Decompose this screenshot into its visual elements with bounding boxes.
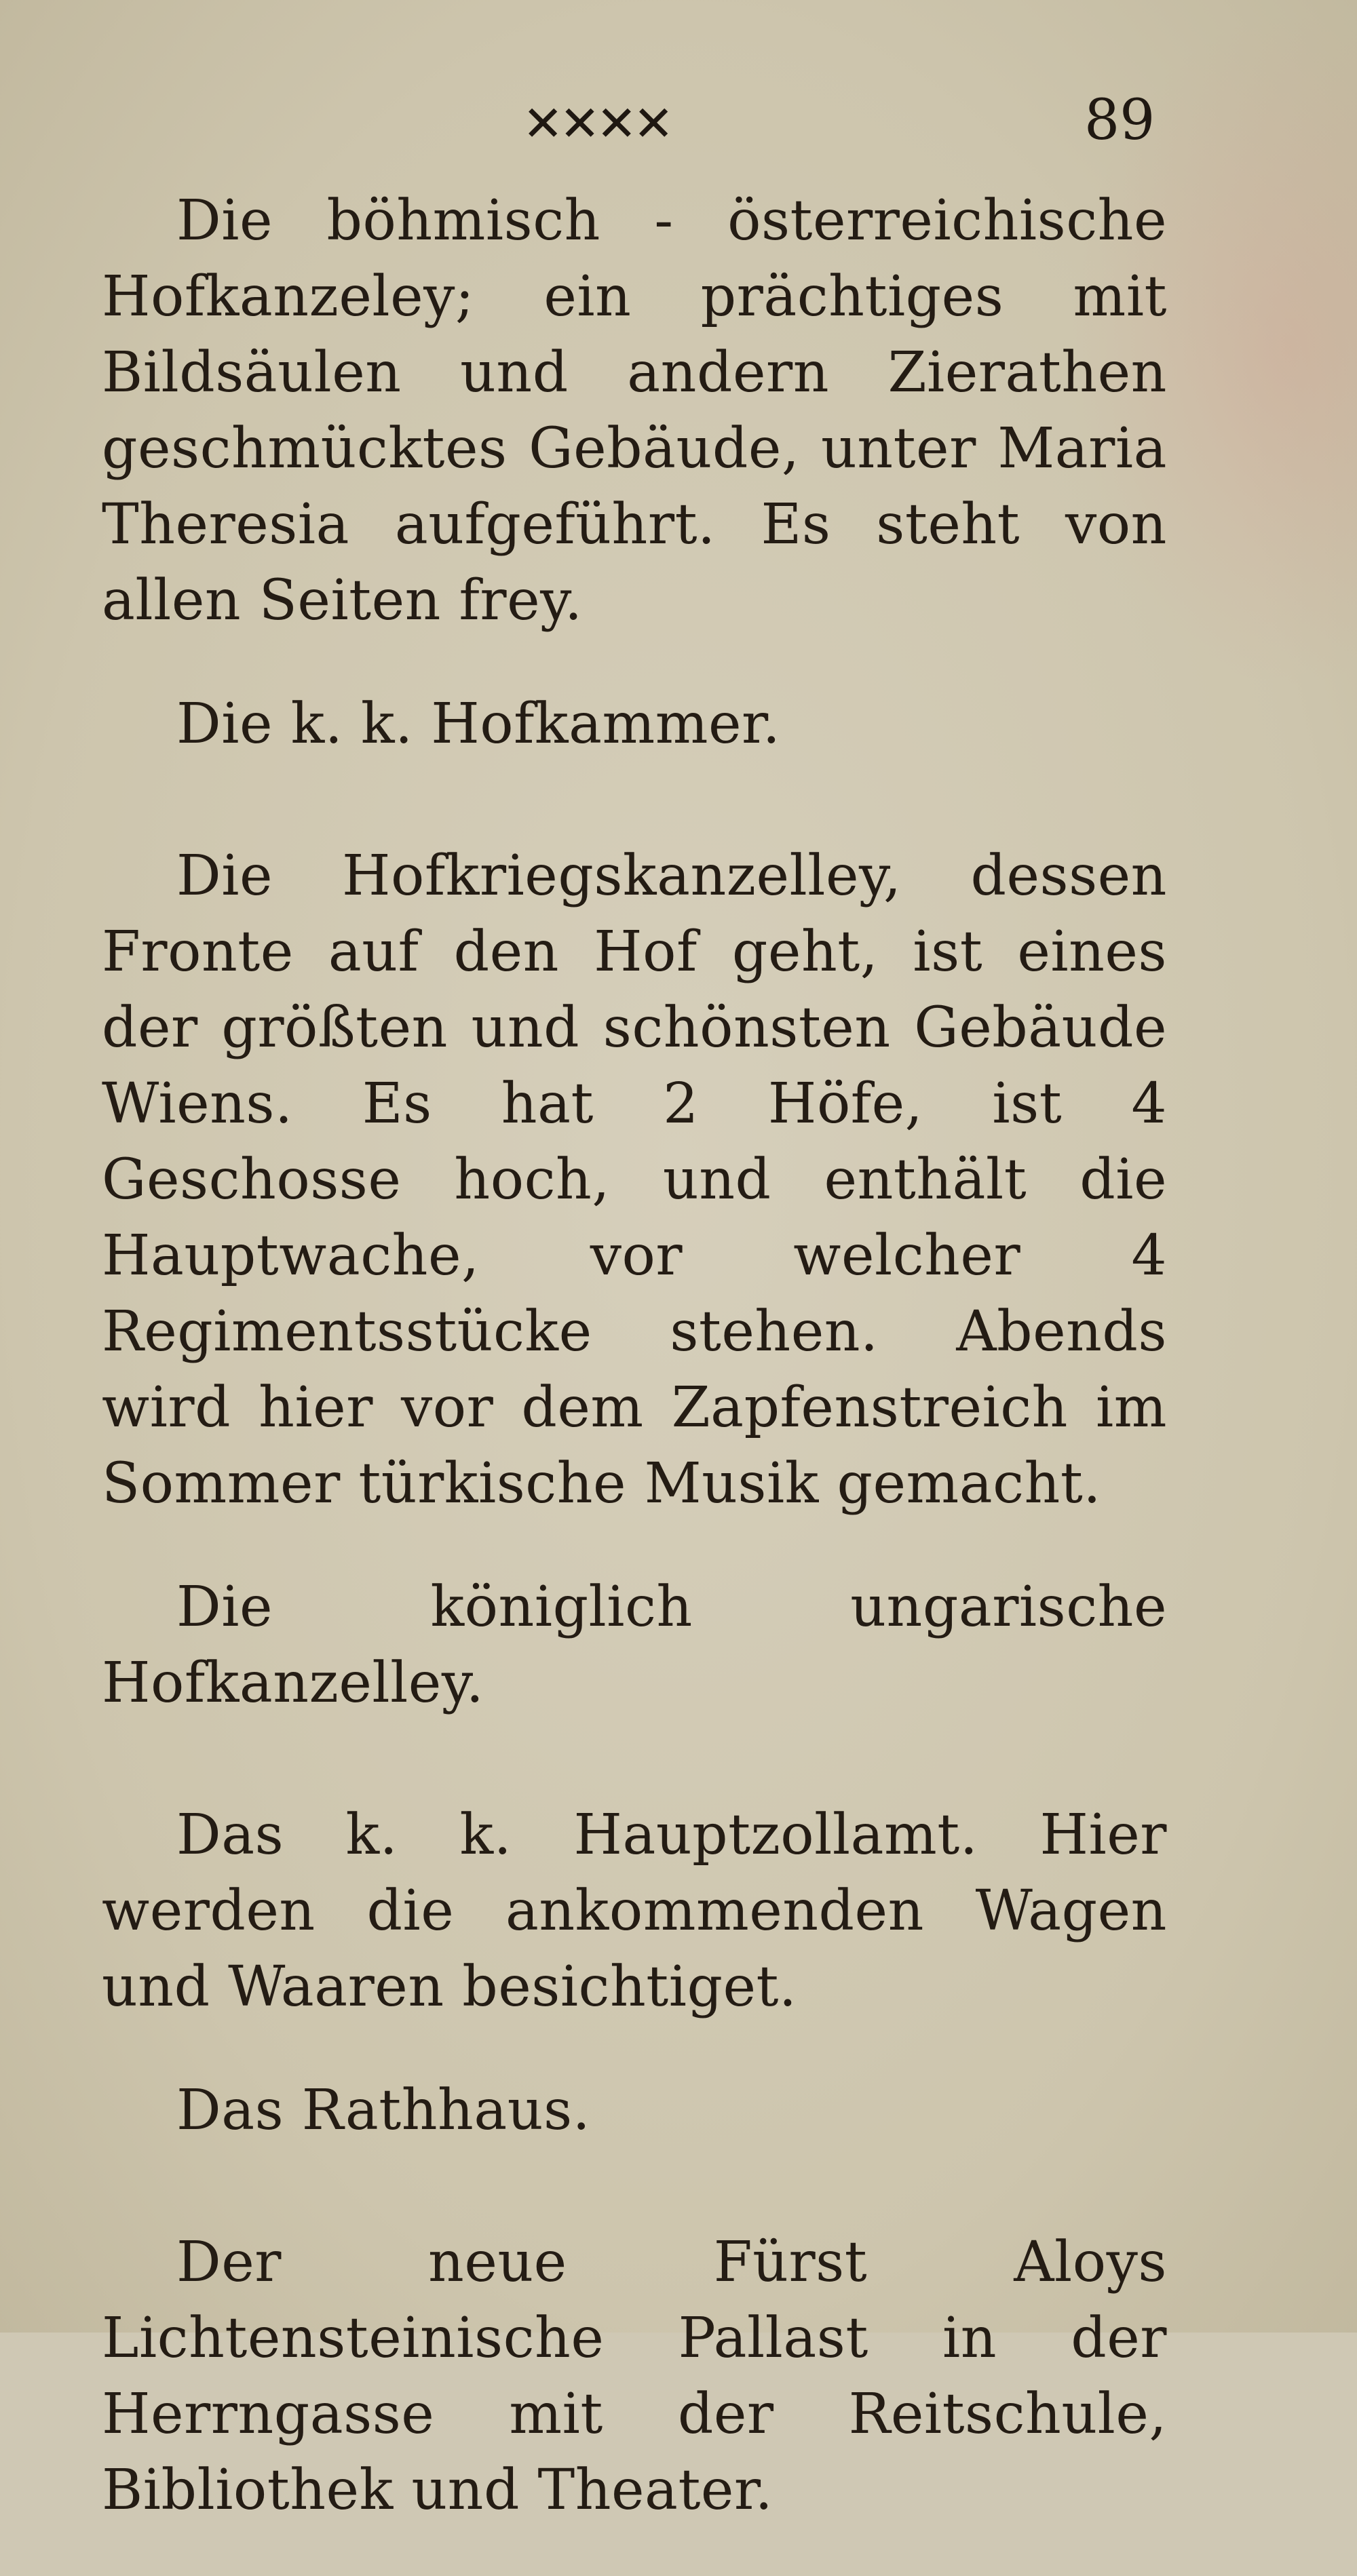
page-header	[0, 88, 1357, 163]
paragraph-hofkanzeley: Die böhmisch - österreichische Hofkanzeley; ein prächtiges mit Bildsäulen und andern Zierathen geschmücktes Gebäude, unter Maria Theresia aufgeführt. Es steht von allen Seiten frey.	[102, 189, 1167, 633]
paragraph-hofkammer: Die k. k. Hofkammer.	[176, 692, 781, 756]
paragraph-lichtenstein-pallast: Der neue Fürst Aloys Lichtensteinische Pallast in der Herrngasse mit der Reitschule, Bibliothek und Theater.	[102, 2230, 1167, 2522]
header-ornament: ✕✕✕✕	[522, 95, 670, 152]
page-number: 89	[1084, 88, 1155, 153]
paragraph-hauptzollamt: Das k. k. Hauptzollamt. Hier werden die ankommenden Wagen und Waaren besichtiget.	[102, 1803, 1167, 2019]
page-body	[102, 183, 1167, 2576]
paragraph-rathhaus: Das Rathhaus.	[176, 2078, 591, 2143]
paragraph-hofkriegskanzelley: Die Hofkriegskanzelley, dessen Fronte auf den Hof geht, ist eines der größten und schönsten Gebäude Wiens. Es hat 2 Höfe, ist 4 Geschosse hoch, und enthält die Hauptwache, vor welcher 4 Regimentsstücke stehen. Abends wird hier vor dem Zapfenstreich im Sommer türkische Musik gemacht.	[102, 844, 1167, 1516]
paragraph-ungarische-hofkanzelley: Die königlich ungarische Hofkanzelley.	[102, 1575, 1167, 1715]
